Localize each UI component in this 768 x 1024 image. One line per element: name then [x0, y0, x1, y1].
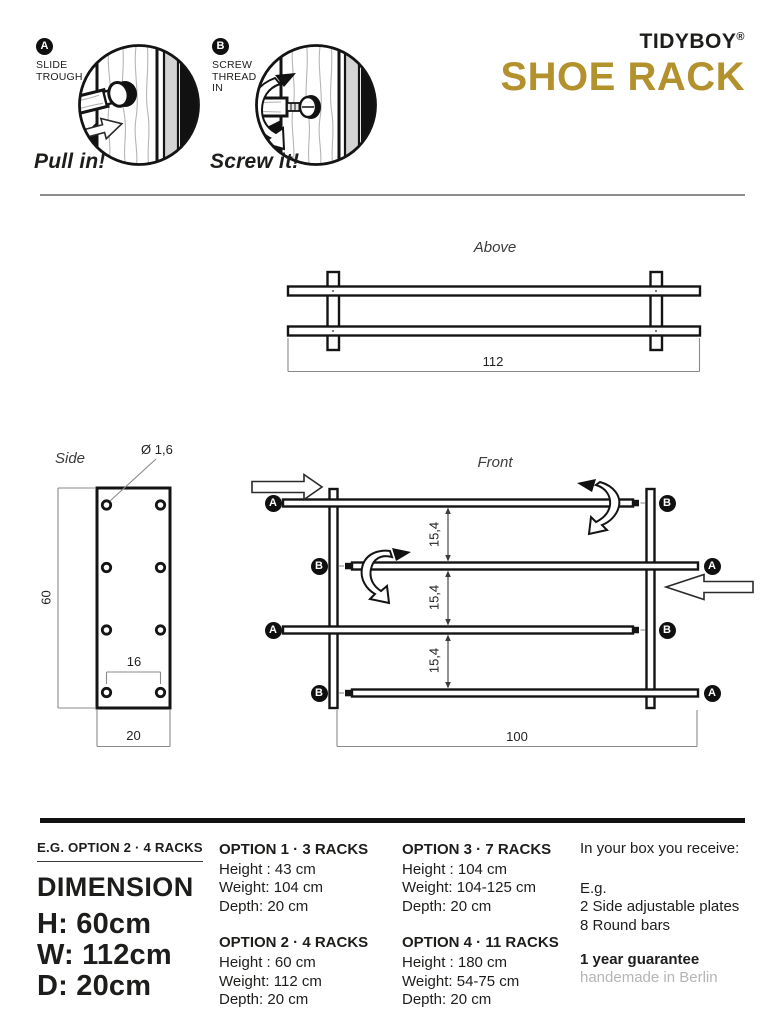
step-b-badge: B: [212, 38, 229, 55]
height-dimension-lines: [58, 488, 95, 708]
step-b-label-line1: SCREW: [212, 59, 253, 71]
option-2-block: [219, 933, 391, 1009]
origin-note: handemade in Berlin: [580, 969, 718, 987]
option-4-block: [402, 933, 577, 1009]
option-3-block: [402, 840, 577, 916]
hole-dia-label: Ø 1,6: [141, 442, 173, 457]
option-3-weight: Weight: 104-125 cm: [402, 879, 536, 897]
round-bar-4: [352, 690, 698, 697]
above-view-title: Above: [473, 239, 517, 256]
bar1-left-badge: A: [265, 495, 282, 512]
box-lines: [580, 880, 758, 935]
bar3-right-badge: B: [659, 622, 676, 639]
step-a-caption: Pull in!: [34, 150, 106, 173]
option-3-height: Height : 104 cm: [402, 861, 508, 878]
option-2-height: Height : 60 cm: [219, 954, 316, 972]
option-4-name: OPTION 4 · 11 RACKS: [402, 934, 559, 952]
bar4-right-badge: A: [704, 685, 721, 702]
option-3-name: OPTION 3 · 7 RACKS: [402, 841, 552, 858]
step-a-label-line1: SLIDE: [36, 59, 68, 71]
box-line-eg: E.g.: [580, 880, 607, 897]
dim-depth: D: 20cm: [37, 970, 152, 1002]
round-bar: [288, 287, 700, 296]
dimension-column: [37, 839, 207, 1002]
option-2-depth: Depth: 20 cm: [219, 991, 309, 1009]
bar3-left-badge: A: [265, 622, 282, 639]
bar1-right-badge: B: [659, 495, 676, 512]
dimension-title: DIMENSION: [37, 872, 194, 902]
step-b-label-line2: THREAD: [212, 70, 257, 83]
options-column-1: [219, 840, 391, 1009]
side-plate-left: [330, 489, 338, 708]
option-2-weight: Weight: 112 cm: [219, 972, 322, 990]
round-bar-1: [283, 500, 633, 507]
side-plate-left: [328, 272, 340, 350]
option-2-name: OPTION 2 · 4 RACKS: [219, 934, 369, 952]
example-option-header: E.G. OPTION 2 · 4 RACKS: [37, 840, 203, 862]
bar4-left-badge: B: [311, 685, 328, 702]
options-column-2: [402, 840, 577, 1009]
dim-width: W: 112cm: [37, 939, 172, 971]
side-view-title: Side: [54, 450, 86, 467]
box-line-bars: 8 Round bars: [580, 916, 671, 934]
option-1-name: OPTION 1 · 3 RACKS: [219, 841, 369, 858]
option-1-block: [219, 840, 391, 916]
brand-name: TIDYBOY®: [639, 30, 745, 53]
step-b-label-line3: IN: [212, 82, 223, 94]
front-width-dim-label: 100: [494, 729, 540, 744]
side-plate-outline: [97, 488, 170, 708]
option-3-depth: Depth: 20 cm: [402, 897, 492, 915]
side-plate-right: [651, 272, 663, 350]
side-view-drawing: [58, 459, 170, 747]
step-b-caption: Screw it!: [210, 150, 300, 173]
box-contents-column: [580, 840, 758, 986]
box-title: In your box you receive:: [580, 840, 740, 857]
hole-span-dim-label: 16: [126, 654, 142, 669]
round-bar-2: [352, 563, 698, 570]
step-a-label-line2: TROUGH: [36, 70, 83, 83]
option-1-height: Height : 43 cm: [219, 861, 316, 878]
guarantee-text: 1 year guarantee: [580, 951, 700, 969]
bar2-right-badge: A: [704, 558, 721, 575]
slide-right-arrow: [252, 475, 322, 500]
rotate-arrow-middle: [362, 548, 411, 603]
bar2-left-badge: B: [311, 558, 328, 575]
box-line-plates: 2 Side adjustable plates: [580, 898, 740, 916]
gap-dim-label-1: 15,4: [426, 521, 442, 548]
product-title: SHOE RACK: [500, 55, 745, 99]
option-1-weight: Weight: 104 cm: [219, 879, 323, 897]
registered-mark: ®: [736, 31, 745, 43]
option-1-depth: Depth: 20 cm: [219, 897, 309, 915]
above-width-dim-label: 112: [470, 354, 516, 369]
gap-dim-label-2: 15,4: [426, 584, 442, 611]
front-view-title: Front: [477, 454, 513, 471]
side-depth-dim-label: 20: [126, 728, 141, 743]
round-bar: [288, 327, 700, 336]
option-4-height: Height : 180 cm: [402, 954, 508, 972]
side-height-dim-label: 60: [38, 590, 54, 605]
front-view-drawing: [252, 475, 753, 747]
option-4-depth: Depth: 20 cm: [402, 991, 492, 1009]
specs-divider: [40, 818, 745, 823]
side-plate-right: [647, 489, 655, 708]
option-4-weight: Weight: 54-75 cm: [402, 972, 520, 990]
dim-height: H: 60cm: [37, 908, 152, 940]
round-bar-3: [283, 627, 633, 634]
gap-dim-label-3: 15,4: [426, 647, 442, 674]
step-a-badge: A: [36, 38, 53, 55]
slide-left-arrow: [666, 575, 753, 600]
